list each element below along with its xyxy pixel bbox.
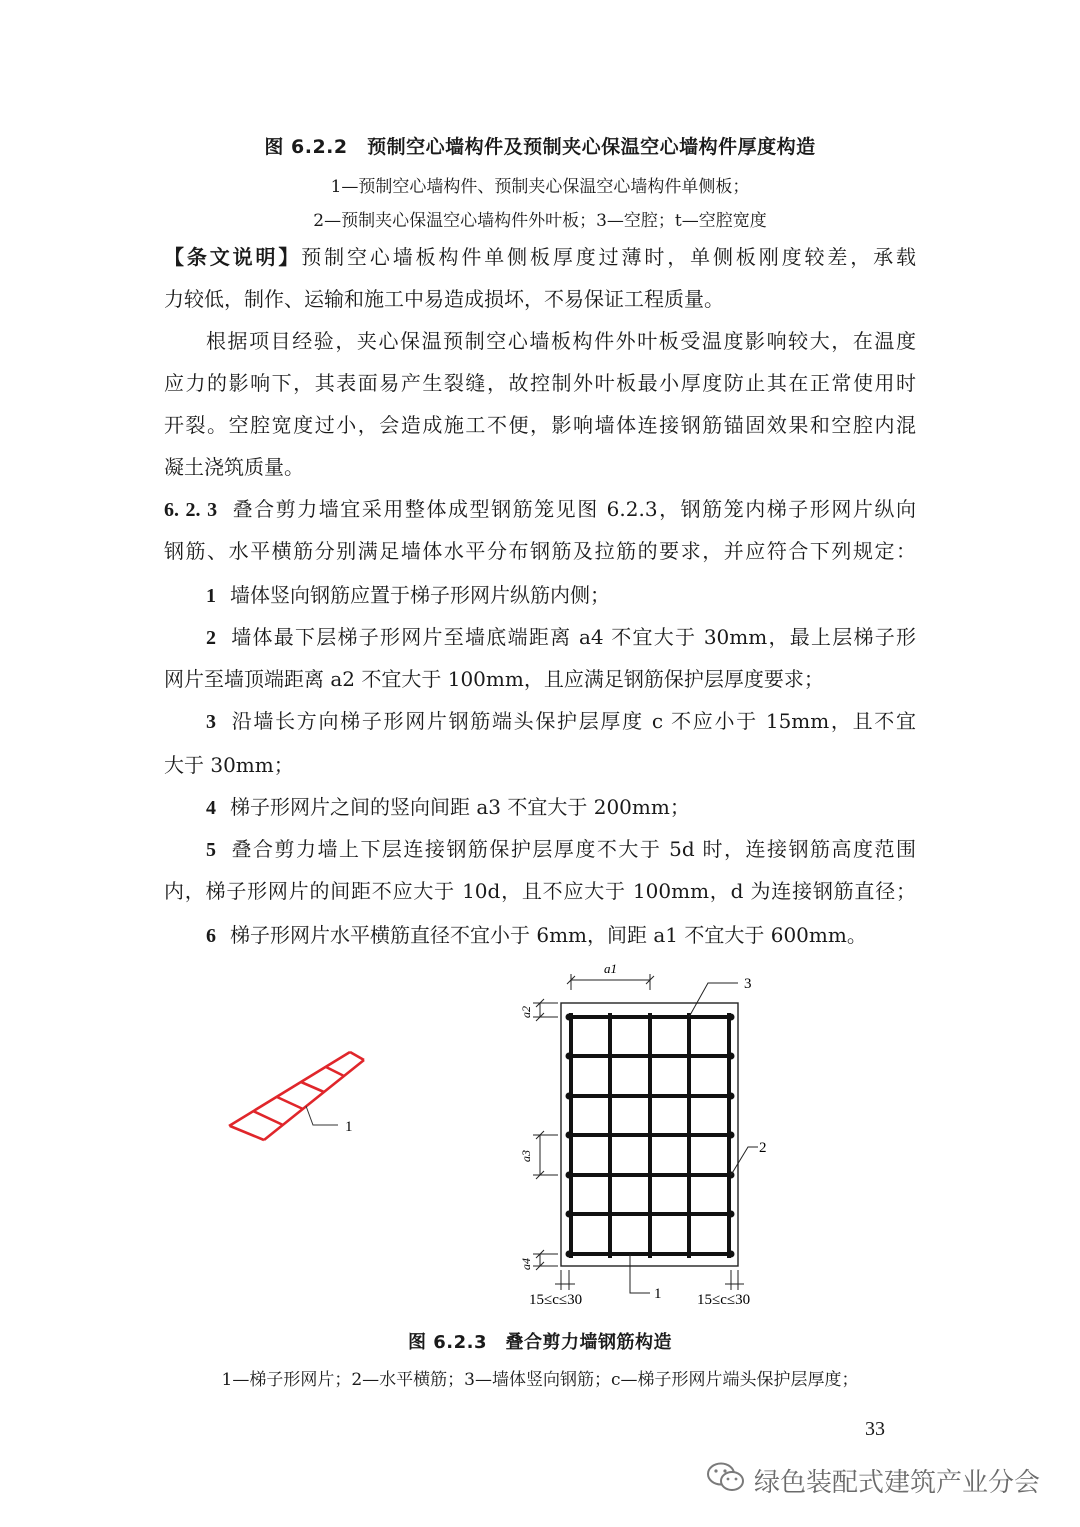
- clause-item-6: [206, 920, 916, 951]
- clause-item-4: [206, 792, 916, 823]
- commentary-label: 【条文说明】: [164, 245, 302, 269]
- clause-item-2: [206, 622, 916, 653]
- figure-623-title: 图 6.2.3 叠合剪力墙钢筋构造: [407, 1332, 672, 1353]
- commentary-line1: [164, 242, 916, 272]
- cover-label-right: 15≤c≤30: [697, 1292, 751, 1308]
- item-number: 3: [206, 711, 216, 733]
- clause-number: 6. 2. 3: [164, 499, 218, 521]
- figure-623-drawing: [0, 950, 1080, 1330]
- cover-ticks: [555, 1270, 744, 1290]
- item-number: 4: [206, 797, 216, 819]
- item-text: 梯子形网片水平横筋直径不宜小于 6mm，间距 a1 不宜大于 600mm。: [230, 923, 867, 947]
- label-a3: a3: [519, 1150, 533, 1162]
- figure-622-title: 图 6.2.2 预制空心墙构件及预制夹心保温空心墙构件厚度构造: [264, 136, 816, 158]
- dim-a4: [533, 1250, 558, 1270]
- item-number: 2: [206, 627, 216, 649]
- item-number: 6: [206, 925, 216, 947]
- clause-item-3-cont: 大于 30mm；: [164, 753, 294, 777]
- callout-1-grid: 1: [654, 1286, 662, 1302]
- callout-2: 2: [759, 1140, 767, 1156]
- callout-3-leader: [689, 983, 738, 1017]
- clause-item-2-cont: 网片至墙顶端距离 a2 不宜大于 100mm，且应满足钢筋保护层厚度要求；: [164, 667, 824, 691]
- label-a2: a2: [519, 1006, 533, 1018]
- clause-item-1: [206, 580, 916, 611]
- clause-item-5: [206, 834, 916, 865]
- clause-item-3: [206, 706, 916, 737]
- commentary-p1-line2: 力较低，制作、运输和施工中易造成损坏，不易保证工程质量。: [164, 287, 724, 311]
- item-number: 5: [206, 839, 216, 861]
- commentary-p2-line3: 开裂。空腔宽度过小，会造成施工不便，影响墙体连接钢筋锚固效果和空腔内混: [164, 413, 916, 437]
- callout-1-leader: [630, 1254, 650, 1293]
- clause-623-line1: [164, 494, 916, 525]
- item-text: 梯子形网片之间的竖向间距 a3 不宜大于 200mm；: [230, 795, 690, 819]
- item-text: 叠合剪力墙上下层连接钢筋保护层厚度不大于 5d 时，连接钢筋高度范围: [230, 837, 916, 861]
- dim-a1: [567, 974, 654, 990]
- dim-a2: [533, 999, 558, 1021]
- ladder-mesh: [229, 1052, 364, 1140]
- commentary-p1-text1: 预制空心墙板构件单侧板厚度过薄时，单侧板刚度较差，承载: [301, 245, 916, 269]
- commentary-p2-line2: 应力的影响下，其表面易产生裂缝，故控制外叶板最小厚度防止其在正常使用时: [164, 371, 916, 395]
- callout-1-ladder: 1: [345, 1119, 353, 1135]
- wechat-icon: [706, 1461, 746, 1500]
- figure-623-legend: 1—梯子形网片；2—水平横筋；3—墙体竖向钢筋；c—梯子形网片端头保护层厚度；: [221, 1370, 859, 1390]
- clause-623-text1: 叠合剪力墙宜采用整体成型钢筋笼见图 6.2.3，钢筋笼内梯子形网片纵向: [231, 497, 916, 521]
- page-number: 33: [865, 1418, 885, 1440]
- dim-a3: [533, 1131, 558, 1179]
- callout-2-leader: [731, 1147, 758, 1175]
- clause-item-5-cont: 内，梯子形网片的间距不应大于 10d，且不应大于 100mm，d 为连接钢筋直径；: [164, 879, 916, 903]
- watermark: [706, 1460, 1040, 1500]
- clause-623-line2: 钢筋、水平横筋分别满足墙体水平分布钢筋及拉筋的要求，并应符合下列规定：: [164, 539, 916, 563]
- label-a1: a1: [604, 961, 617, 976]
- cover-label-left: 15≤c≤30: [529, 1292, 583, 1308]
- ladder-leader: [306, 1106, 338, 1125]
- label-a4: a4: [519, 1258, 533, 1270]
- callout-3: 3: [744, 976, 752, 992]
- commentary-p2-line4: 凝土浇筑质量。: [164, 455, 304, 479]
- item-text: 墙体最下层梯子形网片至墙底端距离 a4 不宜大于 30mm，最上层梯子形: [230, 625, 916, 649]
- commentary-p2-line1: 根据项目经验，夹心保温预制空心墙板构件外叶板受温度影响较大，在温度: [206, 329, 916, 353]
- item-text: 墙体竖向钢筋应置于梯子形网片纵筋内侧；: [230, 583, 610, 607]
- item-number: 1: [206, 585, 216, 607]
- item-text: 沿墙长方向梯子形网片钢筋端头保护层厚度 c 不应小于 15mm，且不宜: [230, 709, 916, 733]
- figure-622-legend-line1: 1—预制空心墙构件、预制夹心保温空心墙构件单侧板；: [330, 177, 750, 197]
- figure-622-legend-line2: 2—预制夹心保温空心墙构件外叶板；3—空腔；t—空腔宽度: [313, 211, 767, 231]
- watermark-text: 绿色装配式建筑产业分会: [754, 1467, 1041, 1498]
